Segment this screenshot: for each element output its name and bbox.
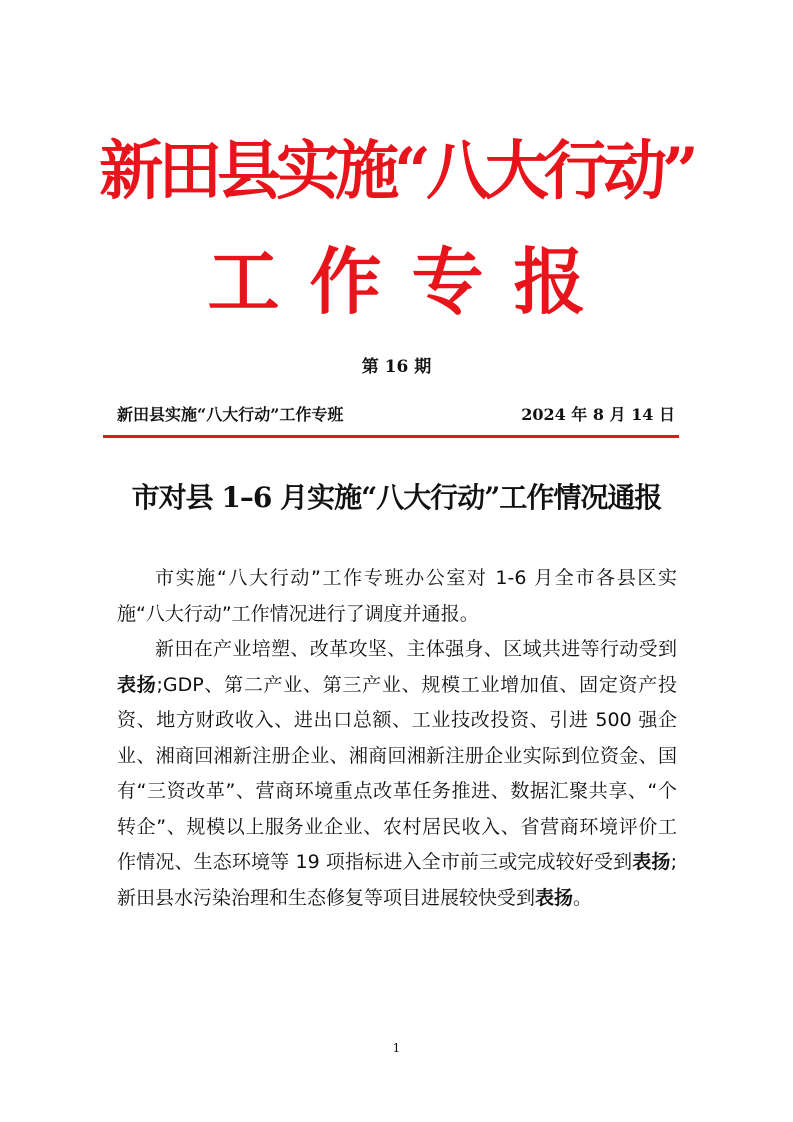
page-number: 1 <box>392 1041 401 1055</box>
article-body <box>117 561 677 916</box>
emphasis-praise: 表扬 <box>632 851 671 873</box>
issue-number: 第 16 期 <box>361 357 432 377</box>
paragraph-text-part2: ;GDP、第二产业、第三产业、规模工业增加值、固定资产投资、地方财政收入、进出口总额、工业技改投资、引进 500 强企业、湘商回湘新注册企业、湘商回湘新注册企业实际到位资金、国有“三资改革”、营商环境重点改革任务推进、数据汇聚共享、“个转企”、规模以上服务业企业、农村居民收入、省营商环境评价工作情况、生态环境等 19 项指标进入全市前三或完成较好受到 <box>117 673 677 873</box>
paragraph-text-part3: ;新田县水污染治理和生态修复等项目进展较快受到 <box>117 851 677 909</box>
paragraph-intro: 市实施“八大行动”工作专班办公室对 1-6 月全市各县区实施“八大行动”工作情况进行了调度并通报。 <box>117 567 677 625</box>
paragraph-text-part4: 。 <box>573 886 593 909</box>
paragraph-text-part1: 新田在产业培塑、改革攻坚、主体强身、区域共进等行动受到 <box>155 638 677 660</box>
issue-date: 2024 年 8 月 14 日 <box>521 405 675 424</box>
article-title: 市对县 1–6 月实施“八大行动”工作情况通报 <box>131 481 662 514</box>
red-divider-rule <box>103 435 679 438</box>
issuer-name: 新田县实施“八大行动”工作专班 <box>117 405 344 424</box>
paragraph-praise <box>117 632 677 916</box>
emphasis-praise: 表扬 <box>535 886 574 909</box>
emphasis-praise: 表扬 <box>117 673 157 696</box>
masthead-title-line1: 新田县实施“八大行动” <box>99 134 694 209</box>
masthead-title-line2: 工作专报 <box>207 239 616 324</box>
